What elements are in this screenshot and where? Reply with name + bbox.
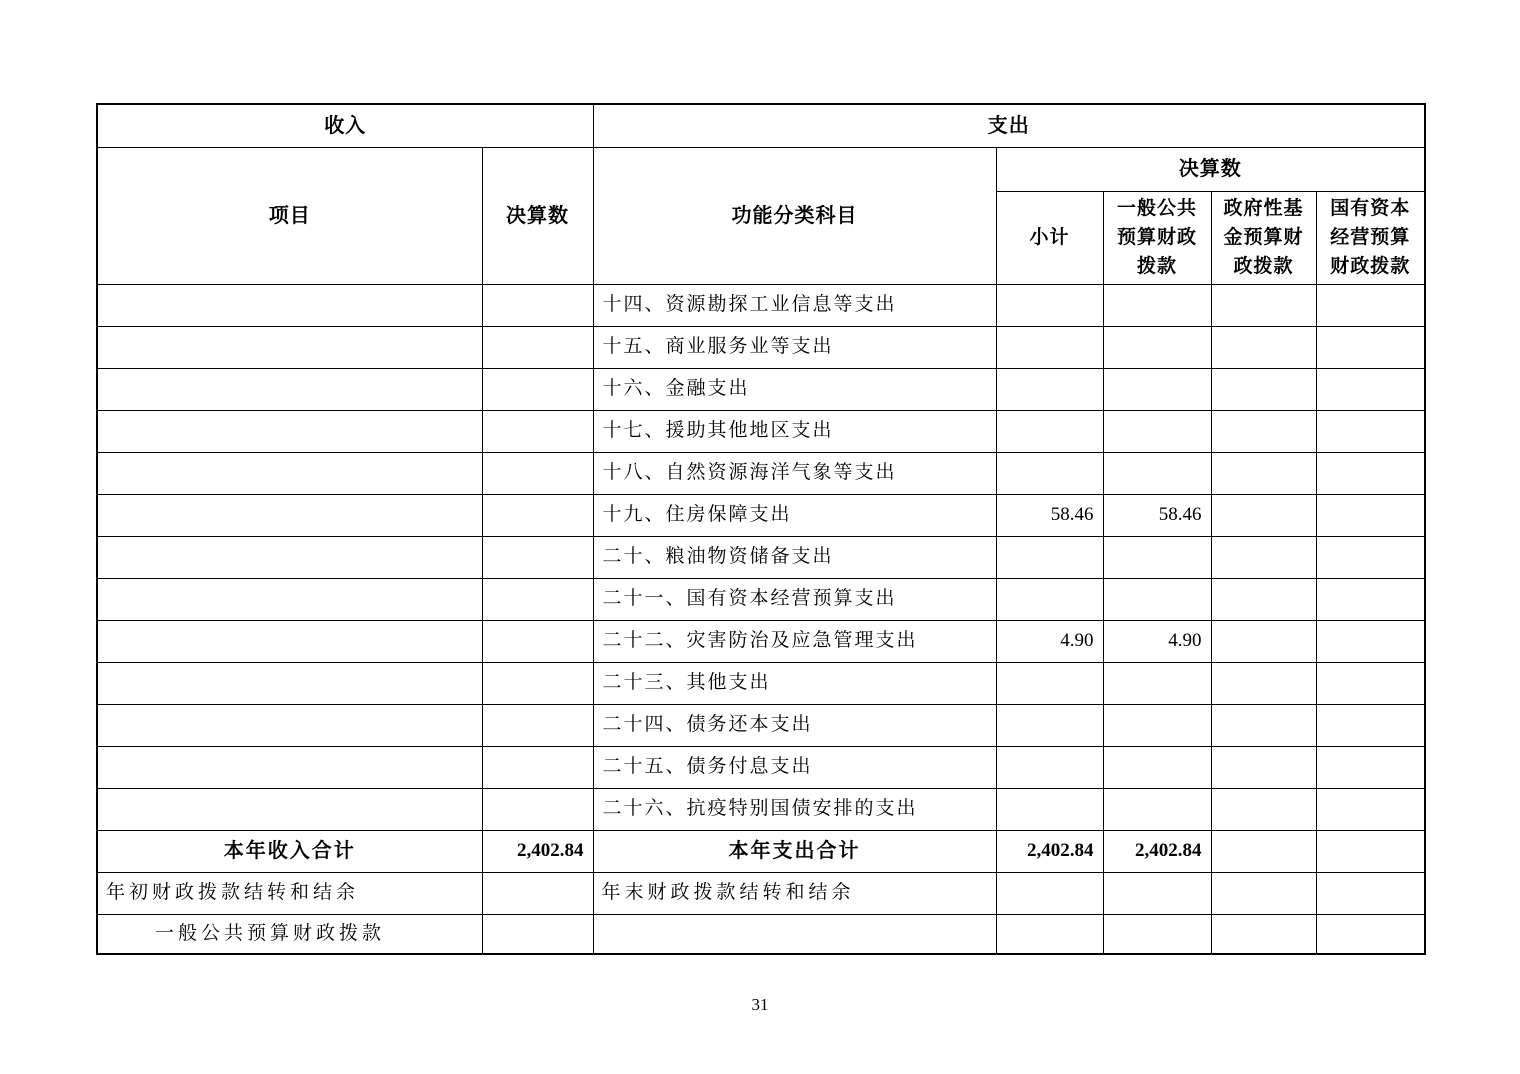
empty-cell — [996, 914, 1103, 954]
expense-total-gov-fund — [1211, 830, 1316, 872]
table-row — [97, 368, 1425, 410]
income-item-cell — [97, 452, 482, 494]
empty-cell — [1316, 914, 1425, 954]
expense-item-cell: 十六、金融支出 — [593, 368, 996, 410]
income-amount-cell — [482, 284, 593, 326]
expense-item-cell: 二十一、国有资本经营预算支出 — [593, 578, 996, 620]
income-item-cell — [97, 284, 482, 326]
subtotal-cell: 58.46 — [996, 494, 1103, 536]
expense-item-cell: 十九、住房保障支出 — [593, 494, 996, 536]
income-amount-cell — [482, 326, 593, 368]
general-budget-cell — [1103, 368, 1211, 410]
income-item-cell — [97, 578, 482, 620]
gov-fund-cell — [1211, 536, 1316, 578]
expense-item-cell: 十八、自然资源海洋气象等支出 — [593, 452, 996, 494]
gov-fund-budget-column-header: 政府性基金预算财政拨款 — [1211, 191, 1316, 284]
subtotal-cell — [996, 578, 1103, 620]
table-row — [97, 662, 1425, 704]
empty-cell — [593, 914, 996, 954]
table-row — [97, 536, 1425, 578]
expense-item-cell: 二十六、抗疫特别国债安排的支出 — [593, 788, 996, 830]
general-budget-cell — [1103, 284, 1211, 326]
gov-fund-cell — [1211, 494, 1316, 536]
subtotal-cell — [996, 284, 1103, 326]
income-amount-column-header: 决算数 — [482, 147, 593, 284]
table-row — [97, 746, 1425, 788]
general-budget-cell — [1103, 452, 1211, 494]
subtotal-cell — [996, 536, 1103, 578]
state-capital-cell — [1316, 662, 1425, 704]
gov-fund-cell — [1211, 704, 1316, 746]
subtotal-cell — [996, 452, 1103, 494]
expense-item-cell: 二十三、其他支出 — [593, 662, 996, 704]
income-item-cell — [97, 746, 482, 788]
gov-fund-cell — [1211, 452, 1316, 494]
gov-fund-cell — [1211, 368, 1316, 410]
table-row — [97, 410, 1425, 452]
expense-total-label: 本年支出合计 — [593, 830, 996, 872]
income-amount-cell — [482, 746, 593, 788]
income-item-cell — [97, 368, 482, 410]
income-amount-cell — [482, 410, 593, 452]
income-amount-cell — [482, 662, 593, 704]
income-item-column-header: 项目 — [97, 147, 482, 284]
state-capital-cell — [1316, 368, 1425, 410]
income-amount-cell — [482, 536, 593, 578]
table-row — [97, 452, 1425, 494]
empty-cell — [1211, 914, 1316, 954]
table-row — [97, 578, 1425, 620]
expense-carryover-label: 年末财政拨款结转和结余 — [593, 872, 996, 914]
general-budget-column-header: 一般公共预算财政拨款 — [1103, 191, 1211, 284]
state-capital-cell — [1316, 746, 1425, 788]
income-amount-cell — [482, 578, 593, 620]
expense-total-subtotal: 2,402.84 — [996, 830, 1103, 872]
general-budget-cell: 58.46 — [1103, 494, 1211, 536]
subtotal-cell — [996, 326, 1103, 368]
income-item-cell — [97, 410, 482, 452]
expense-amount-group-header: 决算数 — [996, 147, 1425, 191]
state-capital-cell — [1316, 536, 1425, 578]
gov-fund-cell — [1211, 410, 1316, 452]
state-capital-cell — [1316, 704, 1425, 746]
table-header-row-groups — [97, 147, 1425, 191]
general-budget-cell — [1103, 788, 1211, 830]
gov-fund-cell — [1211, 578, 1316, 620]
table-body — [97, 284, 1425, 830]
income-amount-cell — [482, 494, 593, 536]
subtotal-cell: 4.90 — [996, 620, 1103, 662]
empty-cell — [1103, 914, 1211, 954]
budget-table — [96, 103, 1426, 955]
table-row — [97, 284, 1425, 326]
general-budget-cell — [1103, 578, 1211, 620]
income-amount-cell — [482, 452, 593, 494]
income-item-cell — [97, 620, 482, 662]
gov-fund-cell — [1211, 788, 1316, 830]
income-amount-cell — [482, 704, 593, 746]
subtotal-cell — [996, 368, 1103, 410]
income-item-cell — [97, 326, 482, 368]
income-item-cell — [97, 536, 482, 578]
state-capital-cell — [1316, 284, 1425, 326]
subtotal-cell — [996, 704, 1103, 746]
expense-total-state-capital — [1316, 830, 1425, 872]
totals-row — [97, 830, 1425, 872]
income-total-label: 本年收入合计 — [97, 830, 482, 872]
table-row — [97, 788, 1425, 830]
expense-carryover-general — [1103, 872, 1211, 914]
state-capital-cell — [1316, 452, 1425, 494]
general-budget-cell — [1103, 410, 1211, 452]
gov-fund-cell — [1211, 620, 1316, 662]
general-budget-cell — [1103, 746, 1211, 788]
expense-item-cell: 二十五、债务付息支出 — [593, 746, 996, 788]
income-amount-cell — [482, 620, 593, 662]
income-item-cell — [97, 662, 482, 704]
table-row — [97, 494, 1425, 536]
expense-total-general: 2,402.84 — [1103, 830, 1211, 872]
income-general-budget-label: 一般公共预算财政拨款 — [97, 914, 482, 954]
gov-fund-cell — [1211, 662, 1316, 704]
state-capital-cell — [1316, 494, 1425, 536]
general-budget-cell — [1103, 662, 1211, 704]
expense-carryover-subtotal — [996, 872, 1103, 914]
state-capital-cell — [1316, 620, 1425, 662]
income-amount-cell — [482, 788, 593, 830]
expense-item-column-header: 功能分类科目 — [593, 147, 996, 284]
general-budget-cell: 4.90 — [1103, 620, 1211, 662]
state-capital-cell — [1316, 410, 1425, 452]
expense-item-cell: 十四、资源勘探工业信息等支出 — [593, 284, 996, 326]
income-section-header: 收入 — [97, 104, 593, 147]
general-budget-cell — [1103, 536, 1211, 578]
subtotal-cell — [996, 410, 1103, 452]
table-row — [97, 620, 1425, 662]
expense-item-cell: 二十四、债务还本支出 — [593, 704, 996, 746]
expense-item-cell: 十五、商业服务业等支出 — [593, 326, 996, 368]
state-capital-budget-column-header: 国有资本经营预算财政拨款 — [1316, 191, 1425, 284]
state-capital-cell — [1316, 578, 1425, 620]
expense-item-cell: 十七、援助其他地区支出 — [593, 410, 996, 452]
subtotal-column-header: 小计 — [996, 191, 1103, 284]
expense-carryover-state-capital — [1316, 872, 1425, 914]
income-general-budget-amount — [482, 914, 593, 954]
expense-item-cell: 二十二、灾害防治及应急管理支出 — [593, 620, 996, 662]
expense-section-header: 支出 — [593, 104, 1425, 147]
subtotal-cell — [996, 662, 1103, 704]
income-item-cell — [97, 704, 482, 746]
subtotal-cell — [996, 788, 1103, 830]
income-total-amount: 2,402.84 — [482, 830, 593, 872]
state-capital-cell — [1316, 326, 1425, 368]
state-capital-cell — [1316, 788, 1425, 830]
income-amount-cell — [482, 368, 593, 410]
expense-carryover-gov-fund — [1211, 872, 1316, 914]
table-row — [97, 326, 1425, 368]
table-row — [97, 704, 1425, 746]
page-number: 31 — [751, 995, 769, 1014]
subtotal-cell — [996, 746, 1103, 788]
income-item-cell — [97, 494, 482, 536]
general-budget-cell — [1103, 326, 1211, 368]
gov-fund-cell — [1211, 284, 1316, 326]
gov-fund-cell — [1211, 746, 1316, 788]
table-header-row-sections — [97, 104, 1425, 147]
income-carryover-amount — [482, 872, 593, 914]
general-budget-cell — [1103, 704, 1211, 746]
general-budget-carryover-row — [97, 914, 1425, 954]
expense-item-cell: 二十、粮油物资储备支出 — [593, 536, 996, 578]
gov-fund-cell — [1211, 326, 1316, 368]
income-carryover-label: 年初财政拨款结转和结余 — [97, 872, 482, 914]
income-item-cell — [97, 788, 482, 830]
carryover-row — [97, 872, 1425, 914]
